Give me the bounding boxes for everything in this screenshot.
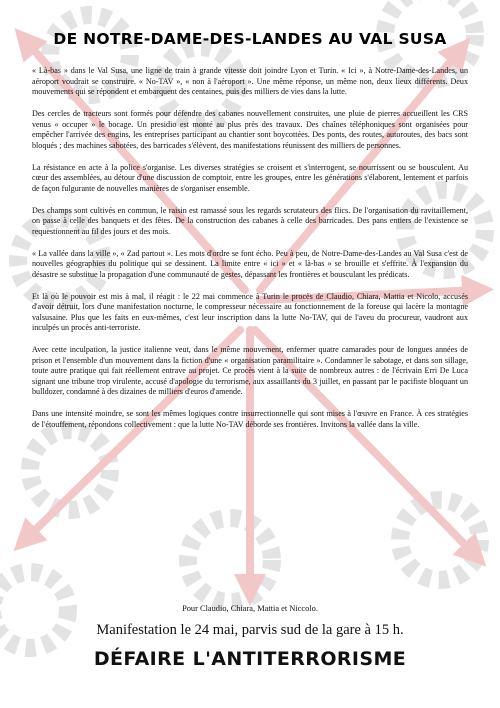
paragraph: La résistance en acte à la police s'organise. Les diverses stratégies se croisent et s'interrogent, se nourrissent ou se bousculent. Au cœur des assemblées, au détour d'une discussion de comptoir, entre les groupes, entre les générations s'élaborent, lentement et parfois de façon fulgurante de nouvelles manières de s'organiser ensemble. bbox=[32, 162, 468, 193]
paragraph: Des cercles de tracteurs sont formés pour défendre des cabanes nouvellement construites, une pluie de pierres accueillent les CRS venus « occuper » le bocage. Un presidio est monté au plus près des travaux. Des chaînes téléphoniques sont organisées pour empêcher l'arrivée des engins, les entreprises participant au chantier sont boycottées. Des ponts, des routes, autoroutes, des bacs sont bloqués ; des machines sabotées, des barricades s'élèvent, des manifestations réunissent des milliers de personnes. bbox=[32, 109, 468, 150]
tract-body bbox=[32, 66, 468, 442]
signature-line: Pour Claudio, Chiara, Mattia et Niccolo. bbox=[182, 604, 318, 613]
paragraph: Dans une intensité moindre, se sont les mêmes logiques contre insurrectionnelle qui sont mises à l'œuvre en France. À ces stratégies de l'étouffement, répondons collectivement : que la lutte No-TAV déborde ses frontières. Invitons la vallée dans la ville. bbox=[32, 409, 468, 429]
paragraph: Des champs sont cultivés en commun, le raisin est ramassé sous les regards scrutateurs des flics. De l'organisation du ravitaillement, on passe à celle des banquets et des fêtes. De la construction des cabanes à celle des barricades. Des pans entiers de l'existence se requestionnent au fil des jours et des mois. bbox=[32, 205, 468, 236]
page-title: DE NOTRE-DAME-DES-LANDES AU VAL SUSA bbox=[53, 30, 447, 48]
paragraph: Et là où le pouvoir est mis à mal, il réagit : le 22 mai commence à Turin le procès de Claudio, Chiara, Mattia et Nicolo, accusés d'avoir détruit, lors d'une manifestation nocturne, le compresseur nécessaire au fonctionnement de la foreuse qui lacère la montagne valsusaine. Plus que les faits en eux-mêmes, c'est leur inscription dans la lutte No-TAV, qui de l'aveu du procureur, vaudront aux inculpés un procès anti-terroriste. bbox=[32, 291, 468, 332]
paragraph: « La vallée dans la ville », « Zad partout ». Les mots d'ordre se font écho. Peu à peu, de Notre-Dame-des-Landes au Val Susa c'est de nouvelles géographies du politique qui se dessinent. La limite entre « ici » et « là-bas » se brouille et s'effrite. À l'expansion du désastre se substitue la propagation d'une communauté de gestes, dépassant les frontières et bousculant les prédicats. bbox=[32, 248, 468, 279]
manifestation-announcement: Manifestation le 24 mai, parvis sud de la gare à 15 h. bbox=[96, 622, 404, 638]
paragraph: Avec cette inculpation, la justice italienne veut, dans le même mouvement, enfermer quatre camarades pour de longues années de prison et l'ensemble d'un mouvement dans la fiction d'une « organisation paramilitaire ». Condamner le sabotage, et dans son sillage, toute autre pratique qui fait réellement entrave au projet. Ce procès vient à la suite de nombreux autres : de l'écrivain Erri De Luca signant une tribune trop virulente, accusé d'apologie du terrorisme, aux assaillants du 3 juillet, en passant par le pacifiste bloquant un bulldozer, condamné à des dizaines de milliers d'euros d'amende. bbox=[32, 345, 468, 396]
slogan: DÉFAIRE L'ANTITERRORISME bbox=[93, 648, 407, 670]
paragraph: « Là-bas » dans le Val Susa, une ligne de train à grande vitesse doit joindre Lyon et Turin. « Ici », à Notre-Dame-des-Landes, un aéroport voudrait se construire. « No-TAV », « non à l'aéroport ». Une même réponse, un même non, deux lieux différents. Deux mouvements qui se répondent et embarquent des centaines, puis des milliers de vies dans la lutte. bbox=[32, 66, 468, 96]
